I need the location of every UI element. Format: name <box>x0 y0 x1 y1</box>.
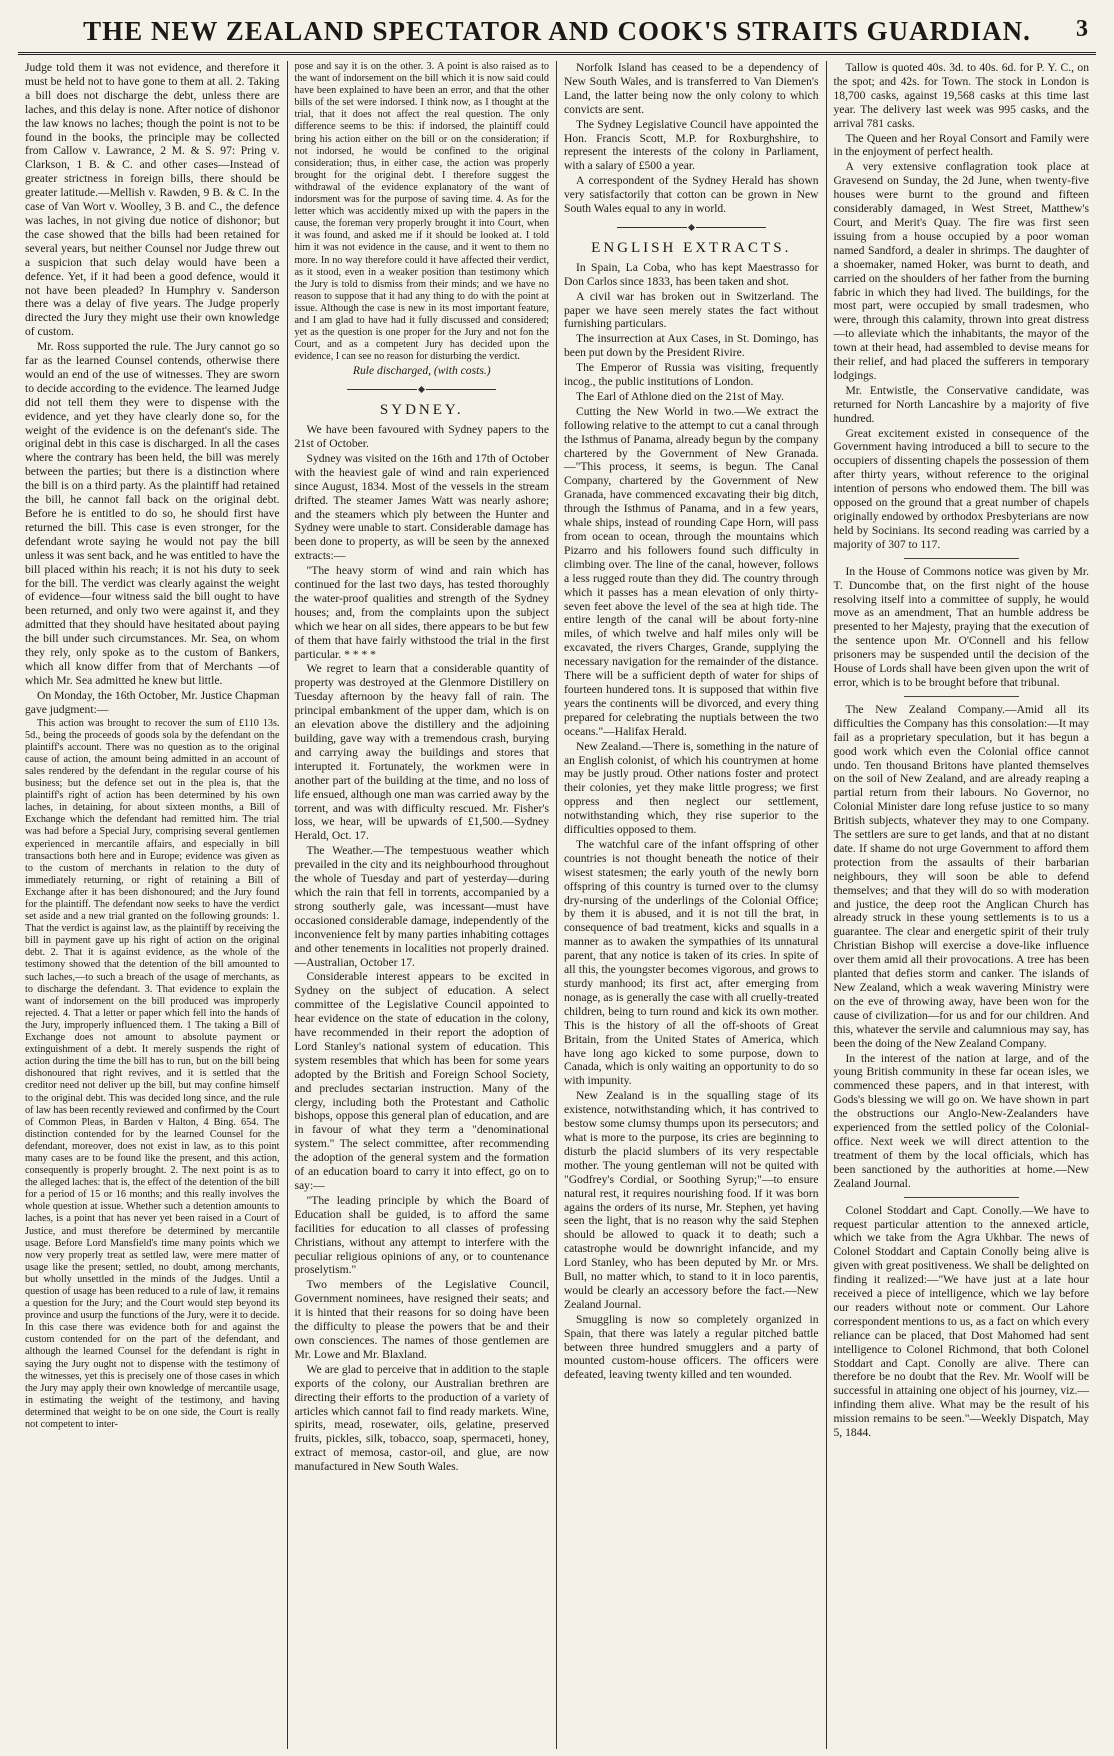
article-paragraph: Two members of the Legislative Council, Government nominees, have resigned their seats; and it is hinted that their reasons for so doing have been the difficulty to please the powers that be and their own consciences. The names of those gentlemen are Mr. Lowe and Mr. Blaxland. <box>294 1278 549 1361</box>
ornament-divider <box>295 382 550 396</box>
article-paragraph: The watchful care of the infant offspring of other countries is not thought beneath the notice of their wisest statesmen; the early youth of the newly born offspring of this country is turned over to the clumsy dry-nursing of the underlings of the Colonial Office; by them it is abused, and it is not till the brat, in consequence of bad treatment, kicks and squalls in a manner as to awaken the sympathies of its unnatural parent, that any notice is taken of its cries. In spite of all this, the youngster becomes vigorous, and grows to sturdy manhood; its first act, after emerging from nonage, as is generally the case with all cruelly-treated children, being to turn round and kick its own mother. This is the history of all the off-shoots of Great Britain, from the United States of America, which have long ago kicked to some purpose, down to Canada, which is only waiting an opportunity to do so with impunity. <box>564 837 819 1088</box>
article-paragraph: Norfolk Island has ceased to be a dependency of New South Wales, and is transferred to Van Diemen's Land, the latter being now the only colony to which convicts are sent. <box>564 61 819 116</box>
rule-discharged: Rule discharged, (with costs.) <box>352 364 491 378</box>
article-paragraph: "The heavy storm of wind and rain which has continued for the last two days, has tested thoroughly the water-proof qualities and strength of the Sydney houses; and, from the complaints upon the subject which we hear on all sides, there appears to be but few of them that have fairly withstood the trial in the first particular. * * * * <box>294 564 549 661</box>
article-paragraph: In Spain, La Coba, who has kept Maestrasso for Don Carlos since 1833, has been taken and shot. <box>564 260 819 288</box>
section-heading-english-extracts: ENGLISH EXTRACTS. <box>591 239 792 256</box>
article-paragraph: The Queen and her Royal Consort and Family were in the enjoyment of perfect health. <box>833 131 1089 159</box>
article-paragraph: A civil war has broken out in Switzerland. The paper we have seen merely states the fact without furnishing particulars. <box>564 289 819 331</box>
article-paragraph: On Monday, the 16th October, Mr. Justice Chapman gave judgment:— <box>25 688 280 716</box>
article-paragraph: New Zealand.—There is, something in the nature of an English colonist, of which his countrymen at home may be justly proud. Other nations foster and protect their colonies, yet they make little progress; we first oppress and then neglect our settlement, notwithstanding which, they rise superior to the difficulties opposed to them. <box>564 739 819 837</box>
article-paragraph: In the House of Commons notice was given by Mr. T. Duncombe that, on the first night of the house resolving itself into a committee of supply, he would move as an amendment, That an humble address be presented to her Majesty, praying that the execution of the sentence upon Mr. O'Connell and his fellow prisoners may be suspended until the decision of the House of Lords shall have been given upon the writ of error, which is to be brought before that tribunal. <box>833 564 1089 689</box>
article-paragraph: The New Zealand Company.—Amid all its difficulties the Company has this consolation:—It may fail as a proprietary speculation, but it has begun a good work which even the Colonial office cannot undo. Ten thousand Britons have planted themselves on the soil of New Zealand, and are already reaping a partial return from their labours. No Governor, no Colonial Minister dare long refuse justice to so many British subjects, whatever they may to one Company. The settlers are sure to get lands, and that at no distant date. If shame do not urge Government to afford them protection from the assaults of their barbarian neighbours, they will soon be able to defend themselves; and that they will do so with moderation and justice, the deep root the Anglican Church has already struck in these young settlements is to us a guarantee. The clear and energetic spirit of their truly Christian Bishop will exercise a dove-like influence over them amid all their provocations. A tree has been planted that defies storm and canker. The islands of New Zealand, which a weak wavering Ministry were on the eve of throwing away, have been won for the cause of civilization—for us and for our children. And this, whatever the servile and calumnious may say, has been the doing of the New Zealand Company. <box>833 702 1089 1050</box>
page-number: 3 <box>1076 16 1088 42</box>
masthead-rule <box>18 52 1096 55</box>
short-divider <box>904 1197 1019 1198</box>
newspaper-title: THE NEW ZEALAND SPECTATOR AND COOK'S STRAITS GUARDIAN. <box>83 16 1031 46</box>
article-paragraph: Colonel Stoddart and Capt. Conolly.—We have to request particular attention to the annexed article, which we take from the Agra Ukhbar. The news of Colonel Stoddart and Captain Conolly being alive is given with great positiveness. We shall be delighted on finding it realized:—"We have just at a late hour received a piece of intelligence, which we lay before our readers without note or comment. Our Lahore correspondent mentions to us, as a fact on which every reliance can be placed, that Dost Mahomed had sent intelligence to Colonel Richmond, that both Colonel Stoddart and Capt. Conolly are alive. There can therefore be no doubt that the Rev. Mr. Woolf will be successful in attaining one object of his journey, viz.—infinding them alive. What may be the result of his mission remains to be seen."—Weekly Dispatch, May 5, 1844. <box>833 1203 1089 1440</box>
article-paragraph: The Earl of Athlone died on the 21st of May. <box>576 389 784 403</box>
masthead <box>18 16 1096 50</box>
article-paragraph: We regret to learn that a considerable quantity of property was destroyed at the Glenmore Distillery on Tuesday afternoon by the heavy fall of rain. The principal embankment of the upper dam, which is on an elevation above the distillery and the adjoining building, gave way with a tremendous crash, burying and carrying away the buildings and stores that interupted it. Fortunately, the workmen were in another part of the building at the time, and no loss of life ensued, although one man was carried away by the torrent, and was with difficulty rescued. Mr. Fisher's loss, we hear, will be upwards of £1,500.—Sydney Herald, Oct. 17. <box>294 662 549 843</box>
article-paragraph: A very extensive conflagration took place at Gravesend on Sunday, the 2d June, when twenty-five houses were burnt to the ground and fifteen considerably damaged, in West Street, Matthew's Court, and Merit's Quay. The fire was first seen issuing from a house occupied by a poor woman named Sandford, a dealer in shrimps. The daughter of a shoemaker, named Hoker, was burnt to death, and carried on the shoulders of her father from the burning fabric in which they had lived. The buildings, for the most part, were occupied by small tradesmen, who were, through this calamity, thrown into great distress—to alleviate which the inhabitants, the mayor of the town at their head, had assembled to devise means for their relief, and had placed the sufferers in temporary lodgings. <box>833 160 1089 382</box>
article-paragraph: Sydney was visited on the 16th and 17th of October with the heaviest gale of wind and rain experienced since August, 1834. Most of the vessels in the stream drifted. The steamer James Watt was nearly ashore; and the steamers which ply between the Hunter and Sydney were unable to start. Considerable damage has been done to property, as will be seen by the annexed extracts:— <box>294 451 549 563</box>
article-paragraph: The Sydney Legislative Council have appointed the Hon. Francis Scott, M.P. for Roxburghshire, to represent the interests of the colony in Parliament, with a salary of £500 a year. <box>564 117 819 173</box>
article-paragraph: The insurrection at Aux Cases, in St. Domingo, has been put down by the President Rivire. <box>564 332 819 360</box>
short-divider <box>904 558 1019 559</box>
article-paragraph: In the interest of the nation at large, and of the young British community in these far ocean isles, we commenced these papers, and in that interest, with Gods's blessing we will go on. We have shown in part the obstructions our Anglo-New-Zealanders have experienced from the settled policy of the Colonial-office. Next week we will direct attention to the treatment of them by the local officials, which has been sanctioned by the authorities at home.—New Zealand Journal. <box>833 1051 1089 1190</box>
columns <box>18 61 1096 1749</box>
article-paragraph: "The leading principle by which the Board of Education shall be guided, is to afford the same facilities for education to all classes of professing Christians, without any attempt to interfere with the peculiar religious opinions of any, or to countenance proselytism." <box>294 1193 549 1277</box>
column-3 <box>557 61 827 1749</box>
article-paragraph: Cutting the New World in two.—We extract the following relative to the attempt to cut a canal through the Isthmus of Panama, already begun by the company chartered by the Government of New Granada.—"This process, it seems, is begun. The Canal Company, chartered by the Government of New Granada, have commenced excavating their big ditch, through the Isthmus of Panama, and in a few years, whale ships, instead of rounding Cape Horn, will pass from ocean to ocean, through the mountains which Pizarro and his followers found such difficulty in climbing over. The line of the canal, however, follows a less rugged route than they did. The country through which it passes has a mean elevation of only thirty-seven feet above the level of the sea at high tide. The entire length of the canal will be about forty-nine miles, of which twelve and half miles only will be excavated, the rivers Charges, Grande, supplying the necessary navigation for the remainder of the distance. There will be a sufficient depth of water for ships of fourteen hundered tons. It is supposed that within five years the continents will be divorced, and every thing prepared for celebrating the nuptials between the two oceans."—Halifax Herald. <box>564 404 819 738</box>
article-paragraph: Tallow is quoted 40s. 3d. to 40s. 6d. for P. Y. C., on the spot; and 42s. for Town. The stock in London is 18,700 casks, against 19,568 casks at this time last year. The delivery last week was 995 casks, and the arrival 781 casks. <box>833 61 1089 130</box>
judgment-paragraph: This action was brought to recover the sum of £110 13s. 5d., being the proceeds of goods sola by the defendant on the plaintiff's account. There was no question as to the original cause of action, the amount being admitted in an account of sales rendered by the defendant in the regular course of his business; but the defence set out in the plea is, that the plaintiff's right of action has been determined by his own laches, in detaining, for about sixteen months, a Bill of Exchange which the defendant had remitted him. The trial was had before a Special Jury, comprising several gentlemen experienced in mercantile affairs, and especially in bill transactions both here and in Europe; evidence was given as to the custom of merchants in relation to the duty of immediately returning, or right of retaining a Bill of Exchange after it has been dishonoured; and the Jury found for the plaintiff. The defendant now seeks to have the verdict set aside and a new trial granted on the following grounds: 1. That the verdict is against law, as the plaintiff by receiving the bill in payment gave up his right of action on the original debt. 2. That it is against evidence, as the whole of the testimony showed that the detention of the bill amounted to such laches,—to such a breach of the usage of merchants, as to discharge the defendant. 3. That evidence to explain the want of indorsement on the bill produced was improperly rejected. 4. That a letter or paper which fell into the hands of the Jury, improperly influenced them. 1 The taking a Bill of Exchange does not amount to absolute payment or extinguishment of a debt. It merely suspends the right of action during the time the bill has to run, but on the bill being dishonoured that right revives, and it is settled that the creditor need not deliver up the bill, but may confine himself to the original debt. This was decided long since, and the rule of law has been recently reviewed and confirmed by the Court of Common Pleas, in Barden v Halton, 4 Bing. 654. The distinction contended for by the learned Counsel for the defendant, moreover, does not exist in law, as to this point many cases are to be found like the present, and this action, consequently is properly brought. 2. The next point is as to the alleged laches: that is, the effect of the detention of the bill for a period of 15 or 16 months; and this really involves the whole question at issue. Whether such a detention amounts to laches, is a point that has never yet been raised in a Court of Justice, and must therefore be determined by mercantile usage. Before Lord Mansfield's time many points which we now very properly treat as settled law, were mere matter of usage like the present; settled, no doubt, among merchants, but wholly unsettled in the minds of the Judges. Until a question of usage has been reduced to a rule of law, it remains a question for the Jury; and the Court would step beyond its province and usurp the functions of the Jury, were it to decide. In this case there was evidence both for and against the custom contended for on the part of the defendant, and although the learned Counsel for the defendant is right in saying the Jury ought not to dispense with the testimony of the witnesses, yet this is precisely one of those cases in which the Jury may apply their own knowledge of mercantile usage, in estimating the weight of the testimony, and having determined that weight to be on one side, the Court is really not competent to inter- <box>25 717 280 1431</box>
column-2 <box>288 61 558 1749</box>
article-paragraph: We are glad to perceive that in addition to the staple exports of the colony, our Australian brethren are directing their efforts to the production of a variety of articles which cannot fail to find ready markets. Wine, spirits, mead, rosewater, oils, gelatine, preserved fruits, pickles, silk, tobacco, soap, spermaceti, honey, extract of memosa, castor-oil, and glue, are now manufactured in New South Wales. <box>294 1362 549 1474</box>
article-paragraph: Great excitement existed in consequence of the Government having introduced a bill to secure to the occupiers of dissenting chapels the possession of them after thirty years, without reference to the original intention of persons who endowed them. The bill was opposed on the ground that a great number of chapels originally endowed by orthodox Presbyterians are now held by Socinians. Its second reading was carried by a majority of 307 to 117. <box>833 426 1089 551</box>
article-paragraph: We have been favoured with Sydney papers to the 21st of October. <box>294 423 549 450</box>
short-divider <box>904 696 1019 697</box>
ornament-divider <box>564 220 819 234</box>
article-paragraph: Mr. Entwistle, the Conservative candidate, was returned for North Lancashire by a majority of five hundred. <box>833 383 1089 425</box>
section-heading-sydney: SYDNEY. <box>379 402 464 419</box>
column-4 <box>827 61 1097 1749</box>
article-paragraph: Mr. Ross supported the rule. The Jury cannot go so far as the learned Counsel contends, otherwise there would an end of the use of witnesses. They are sworn to decide according to the evidence. The learned Judge did not tell them they were to dispense with the evidence, and yet they have clearly done so, for the weight of the evidence is on the defenant's side. The original debt in this case is discharged. In all the cases where the contrary has been held, the bill was merely between the parties; but there is a distinction where the bill is on a third party. As the plaintiff had retained the bill, he cannot fall back on the original debt. Before he is entitled to do so, he should first have returned the bill. This case is even stronger, for the defendant wrote saying he would not pay the bill unless it was sent back, and he was entitled to have the bill placed within his reach; it is not his duty to seek for the bill. The verdict was clearly against the weight of evidence—four witness said the bill ought to have been returned, and only two were against it, and they admitted that they should have hesitated about paying the bill under such circumstances. Mr. Sea, on whom they rely, only spoke as to the custom of Bankers, which all know differ from that of Merchants —of which Mr. Sea admitted he knew but little. <box>25 340 280 687</box>
article-paragraph: New Zealand is in the squalling stage of its existence, notwithstanding which, it has contrived to bestow some clumsy thumps upon its persecutors; and what is more to the purpose, its cries are beginning to disturb the placid slumbers of its very respectable mother. The young gentleman will not be quited with "Godfrey's Cordial, or Soothing Syrup;"—to ensure natural rest, it requires nourishing food. If it was born agains the orders of its nurse, Mr. Stephen, yet having seen the light, that is no reason why the said Stephen should be allowed to quack it to death; such a catastrophe would be downright infancide, and my Lord Stanley, who has been deputed by Mr. or Mrs. Bull, no matter which, to stand to it in loco parentis, would be clearly an accessory before the fact.—New Zealand Journal. <box>564 1089 819 1311</box>
article-paragraph: Smuggling is now so completely organized in Spain, that there was lately a regular pitched battle between three hundred smugglers and a party of mounted custom-house officers. The officers were defeated, leaving twenty killed and ten wounded. <box>564 1312 819 1382</box>
judgment-paragraph: pose and say it is on the other. 3. A point is also raised as to the want of indorsement on the bill which it is now said could have been explained to have been an error, and that the other bills of the set were indorsed. I think now, as I thought at the trial, that it does not affect the real question. The only difference seems to be this: if indorsed, the plaintiff could bring his action either on the bill or on the consideration; if not indorsed, he would be confined to the original consideration; thus, in either case, the action was properly brought for the original debt. I therefore suggest the withdrawal of the evidence explanatory of the want of indorsment was for the purpose of saving time. 4. As for the letter which was accidently mixed up with the papers in the cause, the foreman very properly brought it into Court, when it was found, and asked me if it should be looked at. I told him it was not evidence in the cause, and it went to them no more. In no way therefore could it have affected their verdict, as it stood, even in a weaker position than testimony which the Jury is told to dismiss from their minds; and we have no reason to suppose that it had any thing to do with the point at issue. Although the case is new in its most important feature, and I am glad to have had it fully discussed and considered; yet as the question is one proper for the Jury and not fon the Court, and as a competent Jury has decided upon the evidence, I can see no reason for disturbing the verdict. <box>294 61 549 363</box>
article-paragraph: The Weather.—The tempestuous weather which prevailed in the city and its neighbourhood throughout the whole of Tuesday and part of yesterday—during which the rain that fell in torrents, accompanied by a strong southerly gale, was incessant—must have occasioned considerable damage, independently of the inconvenience felt by many parties inhabiting cottages and other tenements in localities not properly drained.—Australian, October 17. <box>294 844 549 969</box>
column-1 <box>18 61 288 1749</box>
article-paragraph: Judge told them it was not evidence, and therefore it must be held not to have gone to them at all. 2. Taking a bill does not discharge the debt, unless there are laches, and this delay is none. After notice of dishonor the law knows no laches; though the point is not to be found in the books, the principle may be collected from Callow v. Lawrance, 2 M. & S. 97: Pring v. Clarkson, 1 B. & C. and other cases—Instead of greater strictness in foreign bills, there should be greater latitude.—Mellish v. Rawden, 9 B. & C. In the case of Van Wort v. Woolley, 3 B. and C., the defence was laches, in not giving due notice of dishonor; but the case showed that the bills had been retained for several years, but neither Counsel nor Judge threw out a suspicion that such delay would have been a defence. Yet, if it had been a good defence, would it not have been pleaded? In Humphry v. Sanderson there was a delay of five years. The Judge properly directed the Jury they might use their own knowledge of custom. <box>25 61 280 339</box>
article-paragraph: A correspondent of the Sydney Herald has shown very satisfactorily that cotton can be grown in New South Wales equal to any in world. <box>564 174 819 216</box>
article-paragraph: Considerable interest appears to be excited in Sydney on the subject of education. A select committee of the Legislative Council appointed to hear evidence on the state of education in the colony, have recommended in their report the adoption of Lord Stanley's national system of education. This system resembles that which has been for some years adopted by the British and Foreign School Society, and precludes sectarian instruction. Many of the clergy, including both the Protestant and Catholic bishops, oppose this general plan of education, and are in favour of what they term a "denominational system." The select committee, after recommending the adoption of the general system and the formation of an education board to carry it into effect, go on to say:— <box>294 970 549 1192</box>
article-paragraph: The Emperor of Russia was visiting, frequently incog., the public institutions of London. <box>564 361 819 389</box>
